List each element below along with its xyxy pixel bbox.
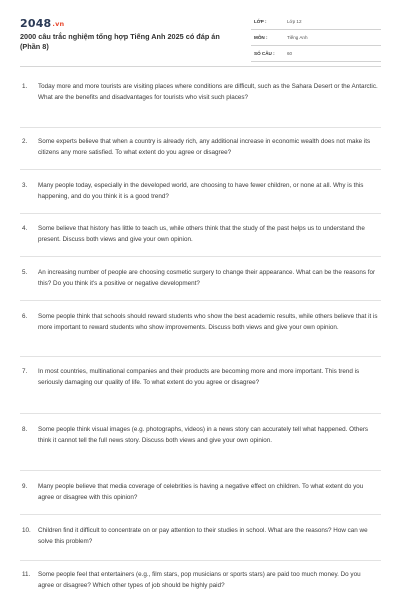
question-divider: [20, 470, 381, 471]
question-number: 9.: [22, 483, 28, 490]
question-item: [22, 81, 382, 104]
question-number: 11.: [22, 571, 31, 578]
question-number: 7.: [22, 368, 28, 375]
document-meta-table: [251, 14, 381, 62]
site-logo[interactable]: [20, 17, 64, 30]
question-divider: [20, 514, 381, 515]
question-divider: [20, 127, 381, 128]
question-item: [22, 481, 382, 504]
question-number: 1.: [22, 83, 28, 90]
question-divider: [20, 213, 381, 214]
question-text: Many people believe that media coverage of celebrities is having a negative effect on children. To what extent do you agree or disagree with this opinion?: [38, 483, 364, 502]
meta-value: Tiếng Anh: [287, 35, 308, 40]
question-number: 5.: [22, 269, 28, 276]
question-text: Some people think that schools should reward students who show the best academic results, while others believe that it is more important to reward students who show improvements. Discuss both views and give your own opinion.: [38, 313, 378, 332]
question-item: [22, 366, 382, 389]
question-item: [22, 136, 382, 159]
meta-row-class: [251, 14, 381, 30]
question-text: In most countries, multinational companies and their products are becoming more and more important. This trend is seriously damaging our quality of life. To what extent do you agree or disagree?: [38, 368, 360, 387]
question-text: Some experts believe that when a country is already rich, any additional increase in economic wealth does not make its citizens any more satisfied. To what extent do you agree or disagree?: [38, 138, 371, 157]
question-divider: [20, 256, 381, 257]
question-number: 6.: [22, 313, 28, 320]
question-text: An increasing number of people are choosing cosmetic surgery to change their appearance. What can be the reasons for this? Do you think it's a positive or negative development?: [38, 269, 376, 288]
question-number: 2.: [22, 138, 28, 145]
question-text: Today more and more tourists are visiting places where conditions are difficult, such as the Sahara Desert or the Antarctic. What are the benefits and disadvantages for tourists who visit such places?: [38, 83, 378, 102]
question-divider: [20, 169, 381, 170]
question-number: 4.: [22, 225, 28, 232]
question-divider: [20, 560, 381, 561]
meta-label: SỐ CÂU :: [254, 51, 275, 56]
question-text: Children find it difficult to concentrate on or pay attention to their studies in school. What are the reasons? How can we solve this problem?: [38, 527, 368, 546]
question-item: [22, 525, 382, 548]
document-header: [0, 0, 400, 62]
question-item: [22, 223, 382, 246]
question-item: [22, 569, 382, 592]
document-title: 2000 câu trắc nghiệm tổng hợp Tiếng Anh 2025 có đáp án (Phần 8): [20, 32, 220, 51]
question-text: Some believe that history has little to teach us, while others think that the study of the past helps us to understand the present. Discuss both views and give your own opinion.: [38, 225, 365, 244]
meta-value: Lớp 12: [287, 19, 302, 24]
question-item: [22, 267, 382, 290]
logo-suffix: .vn: [52, 20, 65, 28]
question-item: [22, 180, 382, 203]
question-text: Some people think visual images (e.g. photographs, videos) in a news story can accurately tell what happened. Others think it cannot tell the full news story. Discuss both views and give your own opinion.: [38, 426, 369, 445]
question-text: Many people today, especially in the developed world, are choosing to have fewer children, or none at all. Why is this happening, and do you think it is a good trend?: [38, 182, 364, 201]
question-number: 3.: [22, 182, 28, 189]
meta-row-question-count: [251, 46, 381, 62]
meta-label: MÔN :: [254, 35, 268, 40]
question-item: [22, 311, 382, 334]
question-divider: [20, 356, 381, 357]
question-text: Some people feel that entertainers (e.g., film stars, pop musicians or sports stars) are paid too much money. Do you agree or disagree? Which other types of job should be highly paid?: [38, 571, 361, 590]
header-divider: [20, 66, 381, 67]
meta-label: LỚP :: [254, 19, 267, 24]
question-item: [22, 424, 382, 447]
meta-row-subject: [251, 30, 381, 46]
logo-text: 2048: [20, 17, 52, 30]
question-divider: [20, 413, 381, 414]
question-divider: [20, 300, 381, 301]
question-number: 8.: [22, 426, 28, 433]
meta-value: 60: [287, 51, 293, 56]
question-number: 10.: [22, 527, 31, 534]
